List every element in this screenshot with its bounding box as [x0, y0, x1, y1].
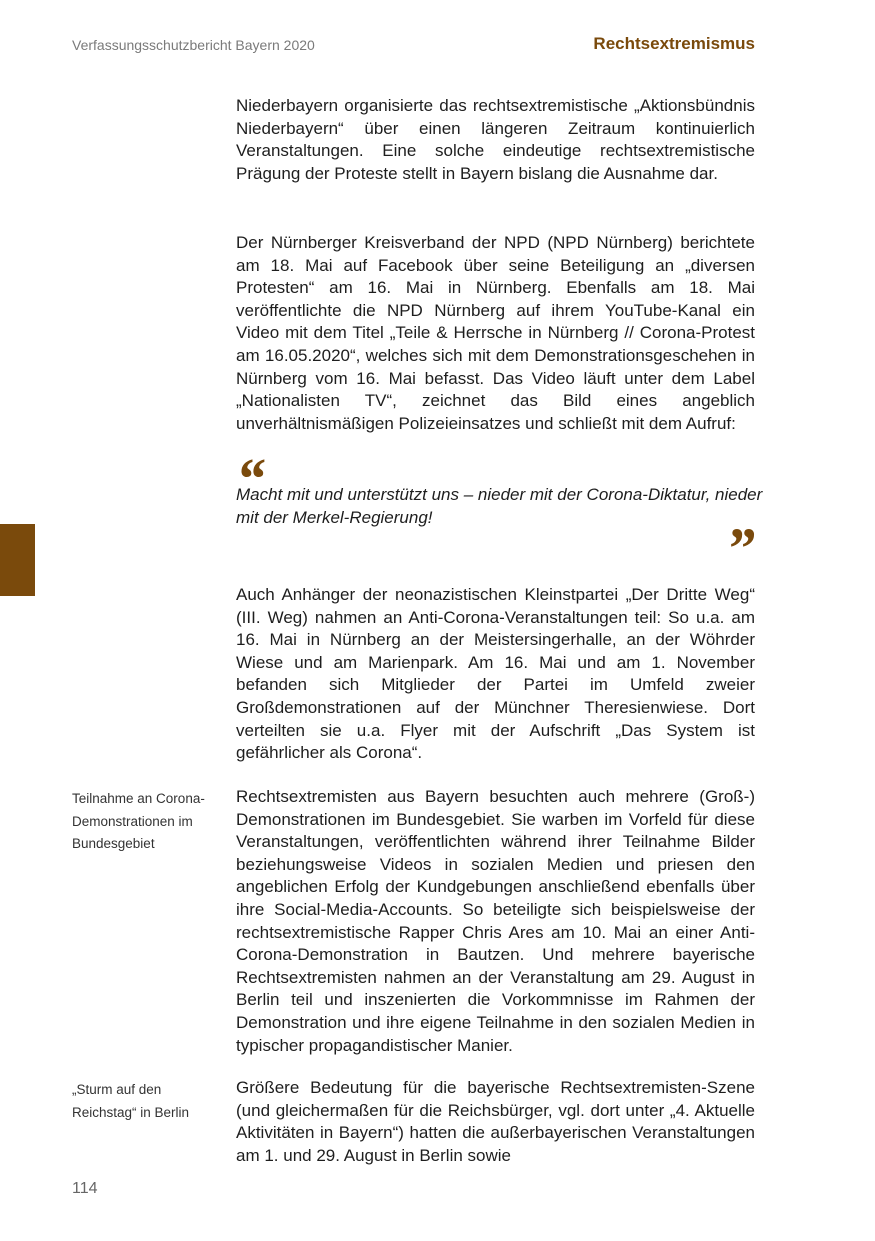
quote-open-icon: “ [236, 446, 265, 511]
quote-close-icon: ” [726, 516, 755, 581]
page-number: 114 [72, 1180, 98, 1197]
quote-text: Macht mit und unterstützt uns – nieder mit der Corona-Diktatur, nieder mit der Merkel-Regierung! [236, 485, 763, 527]
paragraph-demonstrationen-bundesgebiet: Rechtsextremisten aus Bayern besuchten auch mehrere (Groß-) Demonstrationen im Bundesgebiet. Sie warben im Vorfeld für diese Veranstaltungen, veröffentlichten während ihrer Teilnahme Bilder beziehungsweise Videos in sozialen Medien und priesen den angeblichen Erfolg der Kundgebungen anschließend ebenfalls über ihre Social-Media-Accounts. So beteiligte sich beispielsweise der rechtsextremistische Rapper Chris Ares am 10. Mai an einer Anti-Corona-Demonstration in Bautzen. Und mehrere bayerische Rechtsextremisten nahmen an der Veranstaltung am 29. August in Berlin teil und inszenierten die Vorkommnisse im Rahmen der Demonstration und ihre eigene Teilnahme in den sozialen Medien in typischer propagandistischer Manier. [236, 787, 755, 1055]
sidenote-teilnahme-bundesgebiet: Teilnahme an Corona-Demonstrationen im Bundesgebiet [72, 791, 205, 851]
paragraph-npd-nuernberg: Der Nürnberger Kreisverband der NPD (NPD Nürnberg) berichtete am 18. Mai auf Facebook über seine Beteiligung an „diversen Protesten“ am 16. Mai in Nürnberg. Ebenfalls am 18. Mai veröffentlichte die NPD Nürnberg auf ihrem YouTube-Kanal ein Video mit dem Titel „Teile & Herrsche in Nürnberg // Corona-Protest am 16.05.2020“, welches sich mit dem Demonstrationsgeschehen in Nürnberg vom 16. Mai befasst. Das Video läuft unter dem Label „Nationalisten TV“, zeichnet das Bild eines angeblich unverhältnismäßigen Polizeieinsatzes und schließt mit dem Aufruf: [236, 233, 755, 433]
paragraph-dritter-weg: Auch Anhänger der neonazistischen Kleinstpartei „Der Dritte Weg“ (III. Weg) nahmen an Anti-Corona-Veranstaltungen teil: So u.a. am 16. Mai in Nürnberg an der Meistersingerhalle, an der Wöhrder Wiese und am Marienpark. Am 16. Mai und am 1. November befanden sich Mitglieder der Partei im Umfeld zweier Großdemonstrationen auf der Münchner Theresienwiese. Dort verteilten sie u.a. Flyer mit der Aufschrift „Das System ist gefährlicher als Corona“. [236, 585, 755, 763]
running-header: Verfassungsschutzbericht Bayern 2020 [72, 37, 315, 53]
paragraph-berlin-veranstaltungen: Größere Bedeutung für die bayerische Rechtsextremisten-Szene (und gleichermaßen für die Reichsbürger, vgl. dort unter „4. Aktuelle Aktivitäten in Bayern“) hatten die außerbayerischen Veranstaltungen am 1. und 29. August in Berlin sowie [236, 1078, 755, 1165]
sidenote-sturm-reichstag: „Sturm auf den Reichstag“ in Berlin [72, 1082, 190, 1120]
chapter-tab-marker [0, 524, 35, 596]
section-title: Rechtsextremismus [593, 34, 755, 53]
paragraph-aktionsbuendnis: Niederbayern organisierte das rechtsextremistische „Aktionsbündnis Niederbayern“ über einen längeren Zeitraum kontinuierlich Veranstaltungen. Eine solche eindeutige rechtsextremistische Prägung der Proteste stellt in Bayern bislang die Ausnahme dar. [236, 96, 755, 183]
